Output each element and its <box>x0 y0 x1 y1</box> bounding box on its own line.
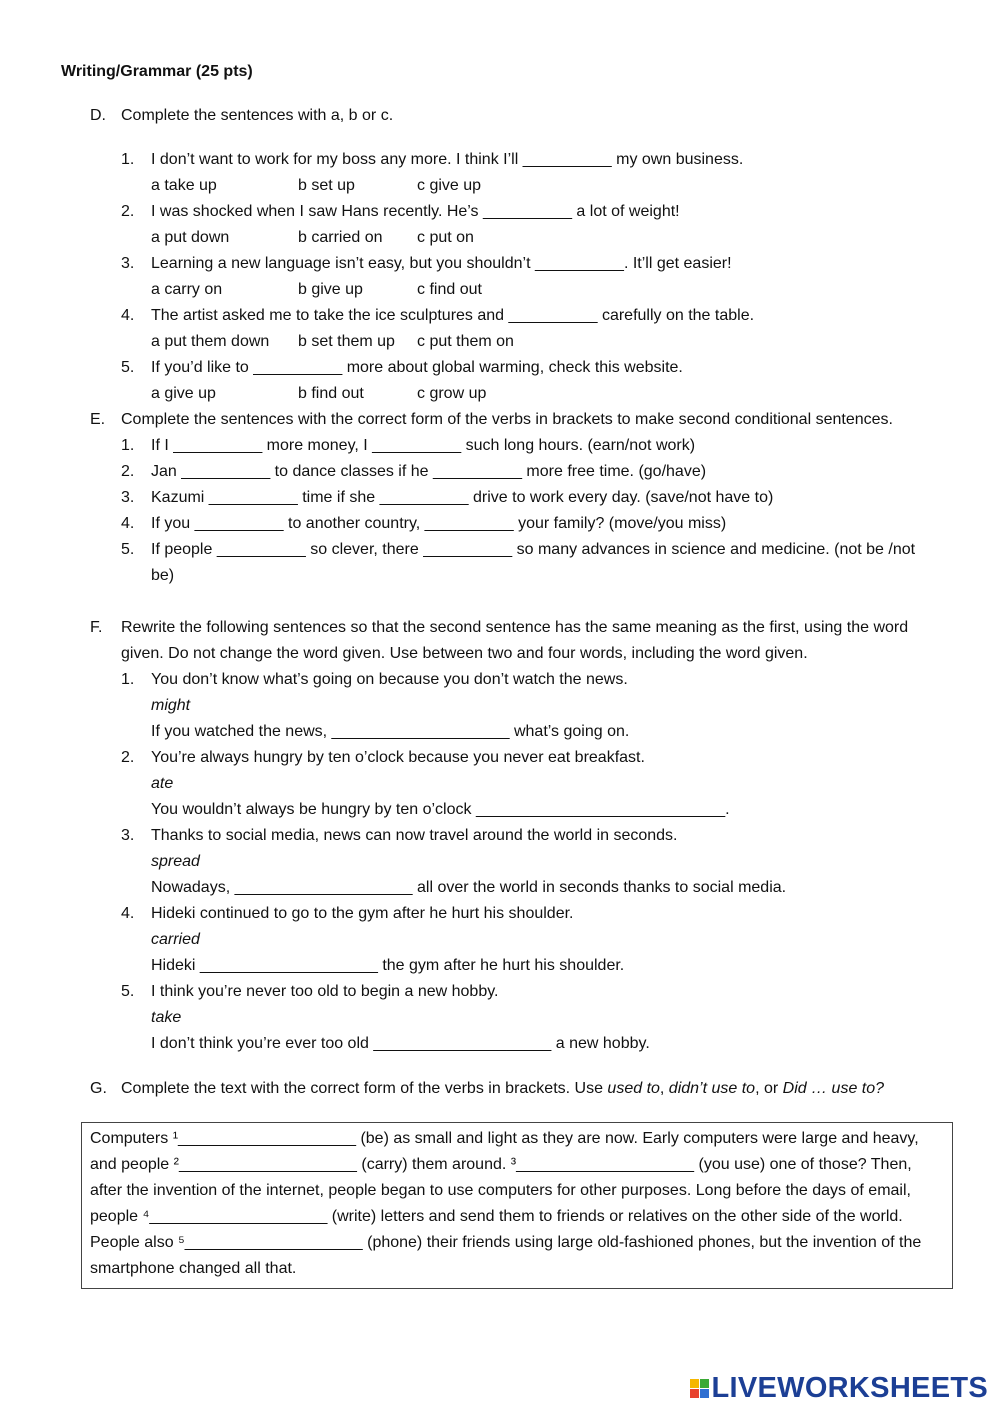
question-number: 2. <box>121 463 135 480</box>
question-text: I don’t want to work for my boss any more. I think I’ll __________ my own business. <box>151 151 744 168</box>
logo-square <box>700 1379 709 1388</box>
question-item <box>121 355 940 407</box>
question-number: 1. <box>121 671 135 688</box>
rewrite-sentence[interactable]: I don’t think you’re ever too old ____________________ a new hobby. <box>151 1035 650 1052</box>
logo-square <box>700 1389 709 1398</box>
question-number: 3. <box>121 489 135 506</box>
key-word: spread <box>151 853 200 870</box>
original-sentence: I think you’re never too old to begin a new hobby. <box>151 983 499 1000</box>
question-number: 1. <box>121 151 135 168</box>
page-title: Writing/Grammar (25 pts) <box>61 63 253 80</box>
question-item <box>121 251 940 303</box>
question-number: 4. <box>121 307 135 324</box>
separator: , <box>659 1080 669 1097</box>
question-number: 3. <box>121 827 135 844</box>
question-item <box>121 745 940 823</box>
question-number: 1. <box>121 437 135 454</box>
question-item <box>121 537 940 589</box>
question-item <box>121 823 940 901</box>
question-text: If you’d like to __________ more about global warming, check this website. <box>151 359 683 376</box>
question-item <box>121 979 940 1057</box>
question-text: I was shocked when I saw Hans recently. He’s __________ a lot of weight! <box>151 203 680 220</box>
question-item <box>121 199 940 251</box>
original-sentence: Thanks to social media, news can now travel around the world in seconds. <box>151 827 678 844</box>
question-text[interactable]: Jan __________ to dance classes if he __________ more free time. (go/have) <box>151 463 707 480</box>
question-text: Learning a new language isn’t easy, but you shouldn’t __________. It’ll get easier! <box>151 255 732 272</box>
option-b[interactable]: b carried on <box>298 229 383 246</box>
logo-mark-icon <box>690 1379 709 1398</box>
phrase-used-to: used to <box>607 1080 660 1097</box>
section-d-instruction: Complete the sentences with a, b or c. <box>121 107 394 124</box>
question-text[interactable]: If people __________ so clever, there __________ so many advances in science and medicine. (not be /not be) <box>151 541 916 584</box>
question-number: 3. <box>121 255 135 272</box>
question-number: 2. <box>121 203 135 220</box>
rewrite-sentence[interactable]: If you watched the news, ____________________ what’s going on. <box>151 723 630 740</box>
question-number: 4. <box>121 515 135 532</box>
option-c[interactable]: c put on <box>417 229 474 246</box>
separator: , or <box>755 1080 783 1097</box>
key-word: might <box>151 697 191 714</box>
question-item <box>121 901 940 979</box>
key-word: take <box>151 1009 182 1026</box>
question-item <box>121 667 940 745</box>
option-c[interactable]: c give up <box>417 177 482 194</box>
original-sentence: You don’t know what’s going on because you don’t watch the news. <box>151 671 628 688</box>
phrase-did-use-to: Did … use to? <box>782 1080 885 1097</box>
question-item <box>121 147 940 199</box>
option-b[interactable]: b set up <box>298 177 355 194</box>
question-number: 4. <box>121 905 135 922</box>
section-e <box>90 407 940 589</box>
section-d-letter: D. <box>90 107 106 124</box>
question-item <box>121 433 940 459</box>
logo-square <box>690 1379 699 1388</box>
original-sentence: You’re always hungry by ten o’clock because you never eat breakfast. <box>151 749 645 766</box>
option-c[interactable]: c grow up <box>417 385 487 402</box>
option-c[interactable]: c find out <box>417 281 482 298</box>
question-text[interactable]: If you __________ to another country, __________ your family? (move/you miss) <box>151 515 727 532</box>
option-b[interactable]: b set them up <box>298 333 395 350</box>
option-a[interactable]: a take up <box>151 177 217 194</box>
logo-square <box>690 1389 699 1398</box>
key-word: carried <box>151 931 200 948</box>
key-word: ate <box>151 775 174 792</box>
rewrite-sentence[interactable]: Nowadays, ____________________ all over the world in seconds thanks to social media. <box>151 879 787 896</box>
question-number: 2. <box>121 749 135 766</box>
gap-fill-passage[interactable]: Computers ¹____________________ (be) as small and light as they are now. Early computers were large and heavy, and people ²____________________ (carry) them around. ³____________________ (you use) one of those? Then, after the invention of the internet, people began to use computers for other purposes. Long before the days of email, people ⁴____________________ (write) letters and send them to friends or relatives on the other side of the world. People also ⁵____________________ (phone) their friends using large old-fashioned phones, but the invention of the smartphone changed all that. <box>81 1122 953 1289</box>
section-e-instruction: Complete the sentences with the correct form of the verbs in brackets to make second conditional sentences. <box>121 411 893 428</box>
option-a[interactable]: a carry on <box>151 281 223 298</box>
option-b[interactable]: b find out <box>298 385 364 402</box>
original-sentence: Hideki continued to go to the gym after he hurt his shoulder. <box>151 905 574 922</box>
section-e-letter: E. <box>90 411 106 428</box>
question-number: 5. <box>121 541 135 558</box>
section-d <box>90 103 940 407</box>
question-text: The artist asked me to take the ice sculptures and __________ carefully on the table. <box>151 307 755 324</box>
logo-text: LIVEWORKSHEETS <box>711 1372 988 1404</box>
question-text[interactable]: If I __________ more money, I __________ such long hours. (earn/not work) <box>151 437 696 454</box>
question-number: 5. <box>121 983 135 1000</box>
question-item <box>121 303 940 355</box>
section-f <box>90 615 940 1057</box>
rewrite-sentence[interactable]: You wouldn’t always be hungry by ten o’clock ____________________________. <box>151 801 730 818</box>
option-a[interactable]: a put them down <box>151 333 270 350</box>
question-text[interactable]: Kazumi __________ time if she __________ drive to work every day. (save/not have to) <box>151 489 774 506</box>
option-b[interactable]: b give up <box>298 281 363 298</box>
section-g <box>90 1076 940 1102</box>
question-item <box>121 459 940 485</box>
liveworksheets-logo <box>690 1372 989 1405</box>
option-a[interactable]: a put down <box>151 229 230 246</box>
option-c[interactable]: c put them on <box>417 333 514 350</box>
phrase-didnt-use-to: didn’t use to <box>668 1080 756 1097</box>
question-item <box>121 511 940 537</box>
section-g-letter: G. <box>90 1080 107 1097</box>
rewrite-sentence[interactable]: Hideki ____________________ the gym after he hurt his shoulder. <box>151 957 625 974</box>
section-g-instruction <box>121 1076 940 1102</box>
option-a[interactable]: a give up <box>151 385 216 402</box>
question-number: 5. <box>121 359 135 376</box>
instruction-text: Complete the text with the correct form of the verbs in brackets. Use <box>121 1080 608 1097</box>
section-f-instruction: Rewrite the following sentences so that the second sentence has the same meaning as the first, using the word given. Do not change the word given. Use between two and four words, including the word given. <box>121 619 909 662</box>
section-f-letter: F. <box>90 619 103 636</box>
question-item <box>121 485 940 511</box>
